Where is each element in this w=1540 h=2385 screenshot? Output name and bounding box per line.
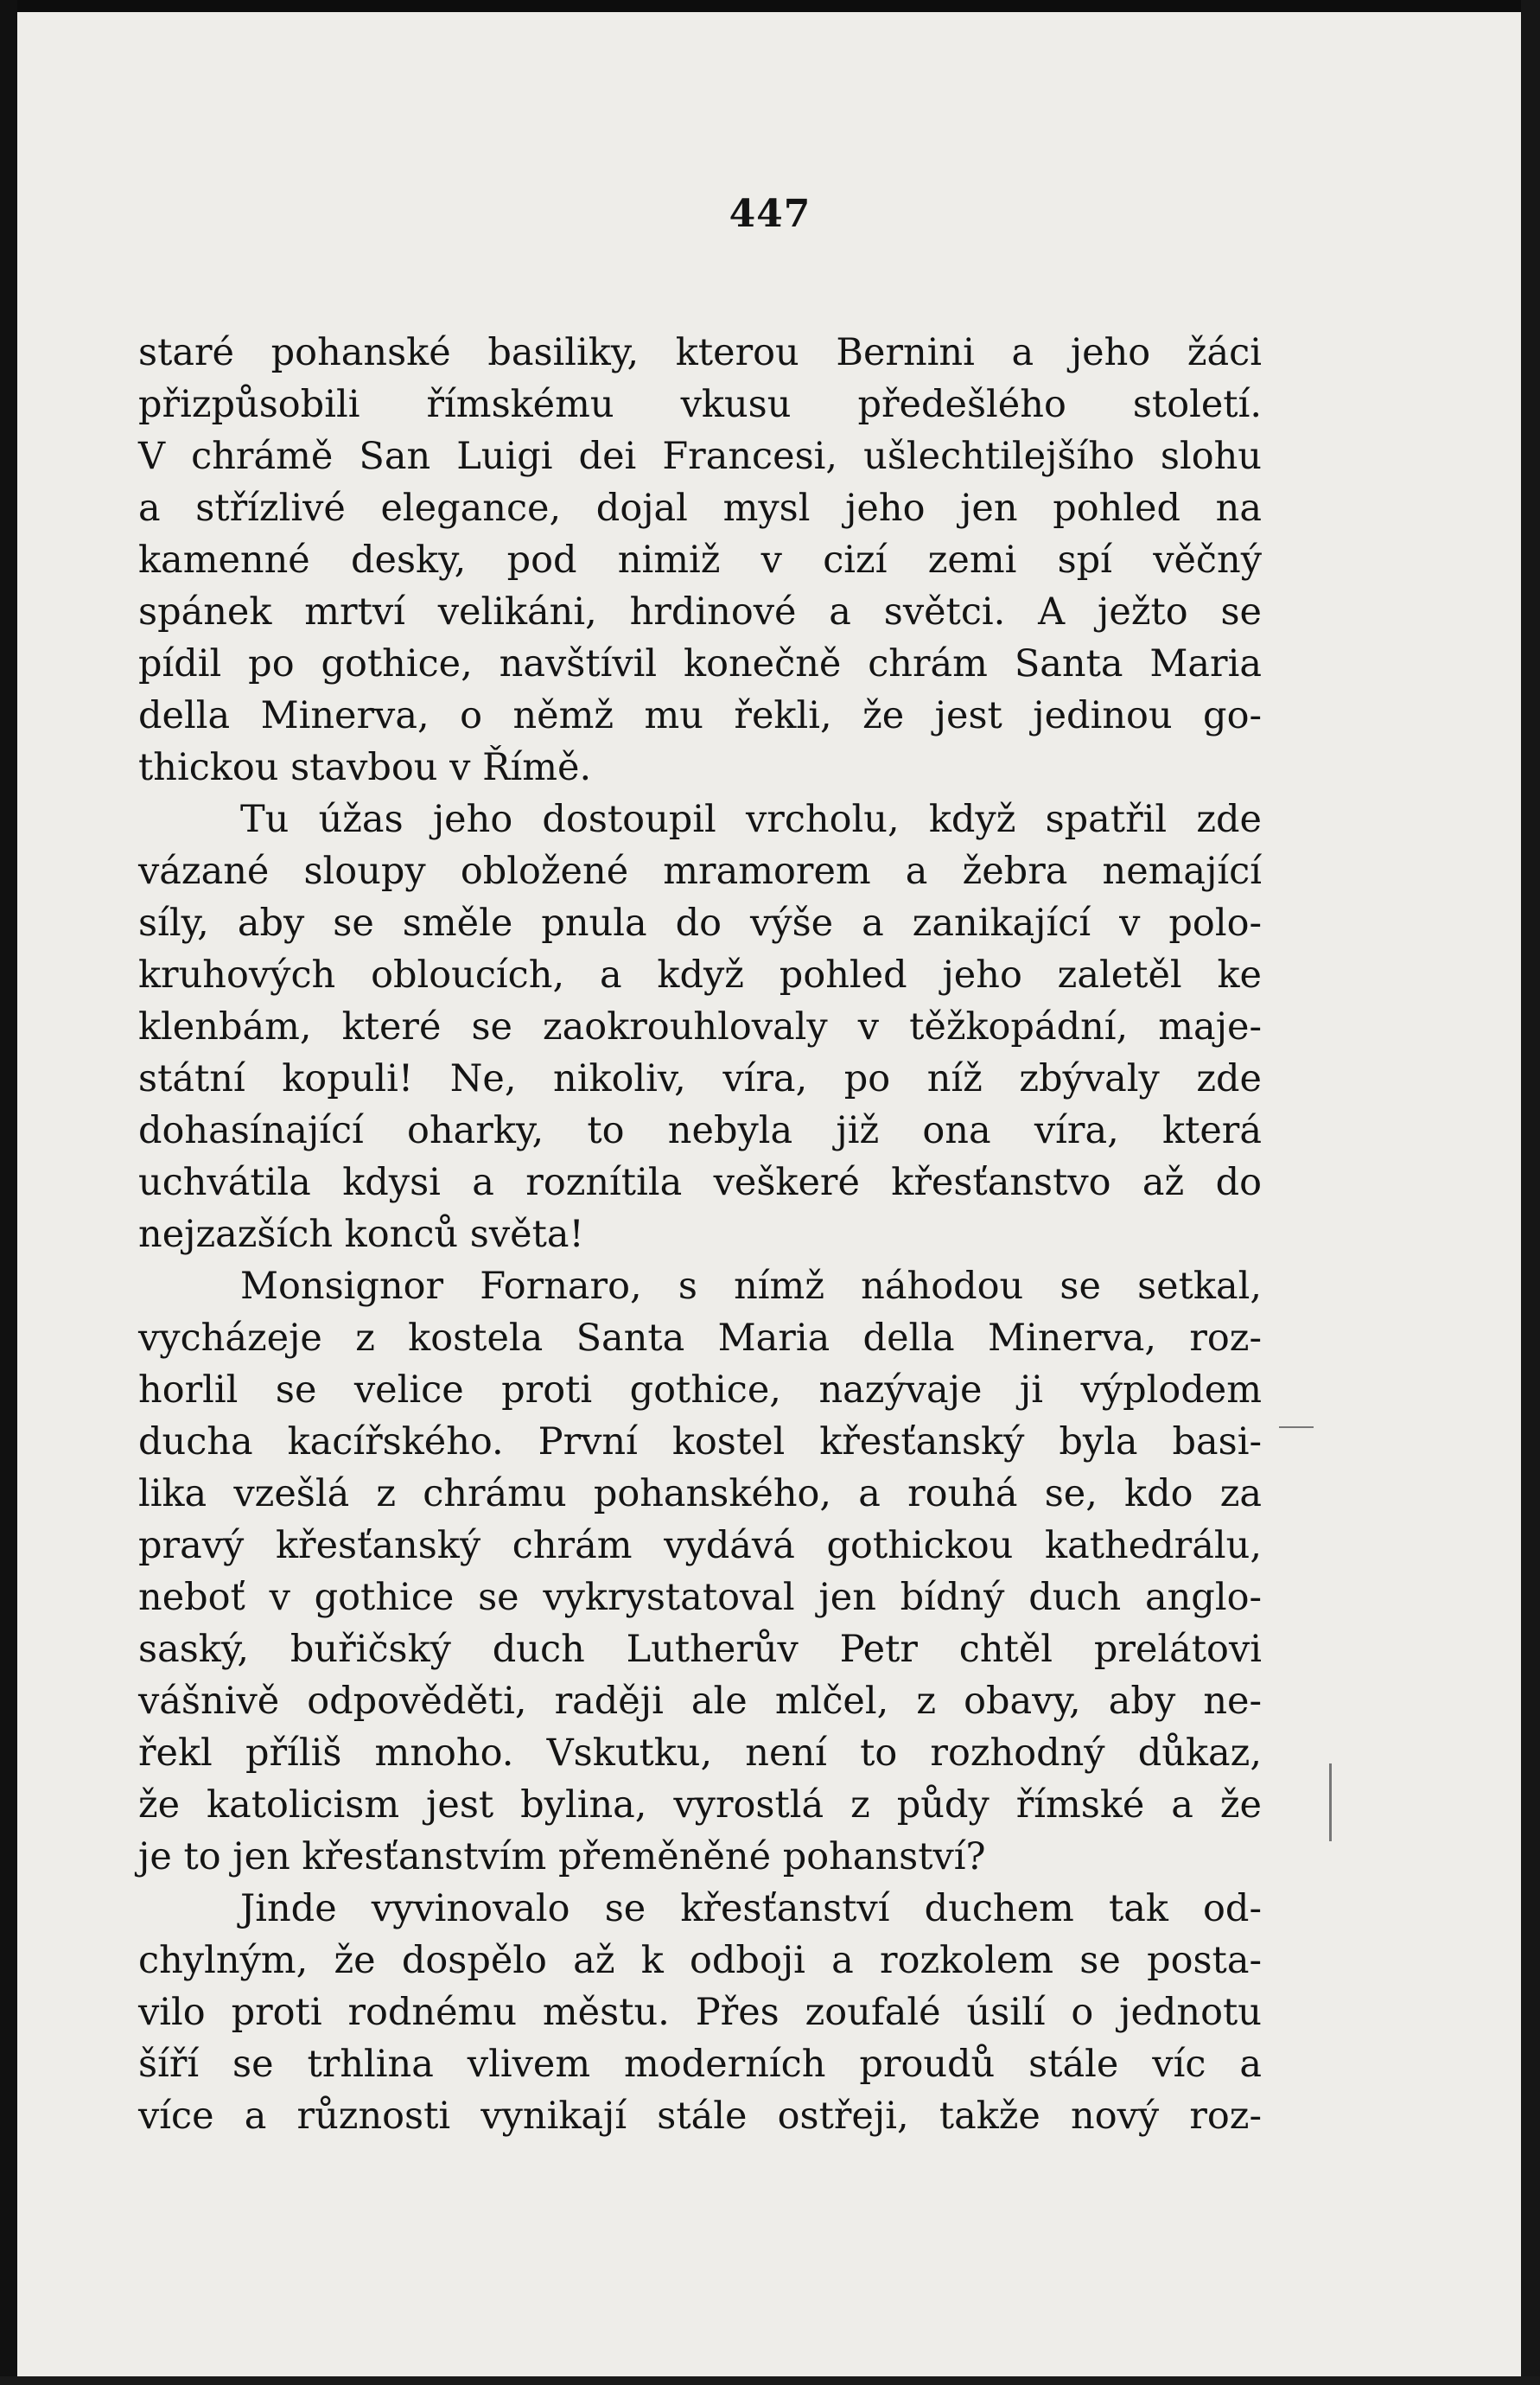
text-line: státní kopuli! Ne, nikoliv, víra, po níž zbývaly zde [138,1057,1262,1100]
text-line: della Minerva, o němž mu řekli, že jest jedinou go- [138,694,1262,737]
scan-left-edge [0,0,17,2385]
page-number: 447 [729,192,811,236]
text-line: šíří se trhlina vlivem moderních proudů stále víc a [138,2043,1262,2086]
text-line: řekl příliš mnoho. Vskutku, není to rozhodný důkaz, [138,1731,1262,1775]
margin-mark [1329,1763,1332,1841]
text-line: Jinde vyvinovalo se křesťanství duchem tak od- [240,1887,1262,1930]
text-line: saský, buřičský duch Lutherův Petr chtěl prelátovi [138,1628,1262,1671]
text-line: V chrámě San Luigi dei Francesi, ušlechtilejšího slohu [138,435,1262,478]
text-line: klenbám, které se zaokrouhlovaly v těžkopádní, maje- [138,1005,1262,1049]
text-line: uchvátila kdysi a roznítila veškeré křesťanstvo až do [138,1161,1262,1204]
text-line: vycházeje z kostela Santa Maria della Minerva, roz- [138,1317,1262,1360]
text-line: více a různosti vynikají stále ostřeji, takže nový roz- [138,2095,1262,2138]
scan-right-edge [1521,0,1540,2385]
text-line: neboť v gothice se vykrystatoval jen bídný duch anglo- [138,1576,1262,1619]
scan-top-edge [0,0,1540,12]
text-line: pídil po gothice, navštívil konečně chrám Santa Maria [138,642,1262,686]
text-line: ducha kacířského. První kostel křesťanský byla basi- [138,1420,1262,1464]
text-line: spánek mrtví velikáni, hrdinové a světci. A ježto se [138,590,1262,634]
text-line: přizpůsobili římskému vkusu předešlého století. [138,383,1262,426]
text-line: je to jen křesťanstvím přeměněné pohanství? [138,1835,986,1878]
text-line: vášnivě odpověděti, raději ale mlčel, z obavy, aby ne- [138,1680,1262,1723]
text-line: síly, aby se směle pnula do výše a zanikající v polo- [138,902,1262,945]
text-line: vázané sloupy obložené mramorem a žebra nemající [138,850,1262,893]
text-line: staré pohanské basiliky, kterou Bernini a jeho žáci [138,331,1262,374]
text-line: kamenné desky, pod nimiž v cizí zemi spí věčný [138,539,1262,582]
text-line: a střízlivé elegance, dojal mysl jeho jen pohled na [138,487,1262,530]
text-line: horlil se velice proti gothice, nazývaje ji výplodem [138,1368,1262,1412]
text-line: dohasínající oharky, to nebyla již ona víra, která [138,1109,1262,1152]
text-line: kruhových obloucích, a když pohled jeho zaletěl ke [138,953,1262,997]
text-line: thickou stavbou v Římě. [138,746,592,789]
text-line: nejzazších konců světa! [138,1213,584,1256]
text-line: lika vzešlá z chrámu pohanského, a rouhá se, kdo za [138,1472,1262,1515]
text-line: Monsignor Fornaro, s nímž náhodou se setkal, [240,1265,1262,1308]
text-line: že katolicism jest bylina, vyrostlá z půdy římské a že [138,1783,1262,1827]
text-line: pravý křesťanský chrám vydává gothickou kathedrálu, [138,1524,1262,1567]
body-text [138,327,1262,2142]
scan-bottom-edge [0,2376,1540,2385]
margin-mark [1279,1426,1314,1428]
text-line: Tu úžas jeho dostoupil vrcholu, když spatřil zde [240,798,1262,841]
text-line: vilo proti rodnému městu. Přes zoufalé úsilí o jednotu [138,1991,1262,2034]
text-line: chylným, že dospělo až k odboji a rozkolem se posta- [138,1939,1262,1982]
